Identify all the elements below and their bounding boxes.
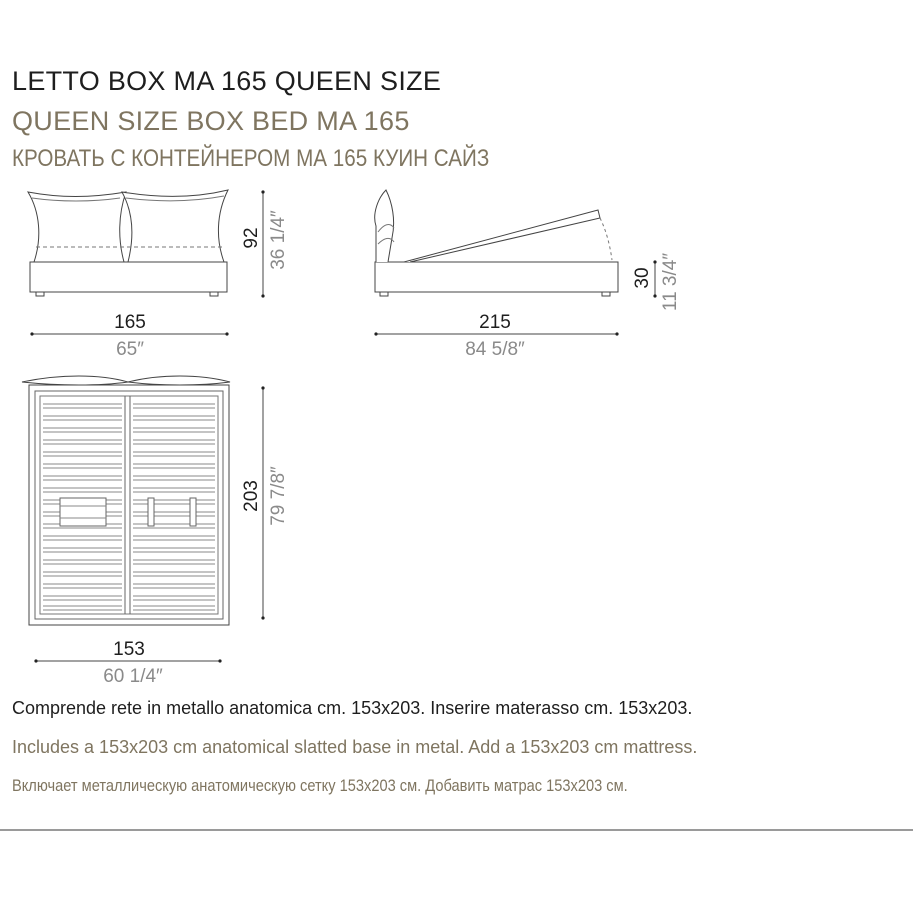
note-russian: Включает металлическую анатомическую сетку 153x203 см. Добавить матрас 153x203 см. bbox=[12, 776, 628, 795]
bottom-divider bbox=[0, 829, 913, 831]
front-width-in: 65″ bbox=[116, 339, 144, 360]
side-length-in: 84 5/8″ bbox=[465, 339, 525, 360]
top-length-cm: 203 bbox=[241, 480, 262, 512]
side-base-height-in: 11 3/4″ bbox=[660, 252, 681, 312]
top-length-in: 79 7/8″ bbox=[268, 466, 289, 526]
top-width-in: 60 1/4″ bbox=[103, 666, 163, 687]
title-russian: КРОВАТЬ С КОНТЕЙНЕРОМ МА 165 КУИН САЙЗ bbox=[12, 145, 490, 172]
note-italian: Comprende rete in metallo anatomica cm. 153x203. Inserire materasso cm. 153x203. bbox=[12, 698, 693, 718]
top-view bbox=[22, 376, 265, 663]
front-view bbox=[28, 190, 265, 336]
side-length-cm: 215 bbox=[479, 312, 511, 333]
title-english: QUEEN SIZE BOX BED MA 165 bbox=[12, 106, 410, 136]
note-english: Includes a 153x203 cm anatomical slatted base in metal. Add a 153x203 cm mattress. bbox=[12, 737, 698, 757]
top-width-cm: 153 bbox=[113, 639, 145, 660]
title-italian: LETTO BOX MA 165 QUEEN SIZE bbox=[12, 66, 442, 96]
front-height-cm: 92 bbox=[241, 227, 262, 249]
side-base-height-cm: 30 bbox=[632, 267, 653, 289]
side-view bbox=[374, 190, 656, 336]
front-width-cm: 165 bbox=[114, 312, 146, 333]
front-height-in: 36 1/4″ bbox=[268, 210, 289, 270]
